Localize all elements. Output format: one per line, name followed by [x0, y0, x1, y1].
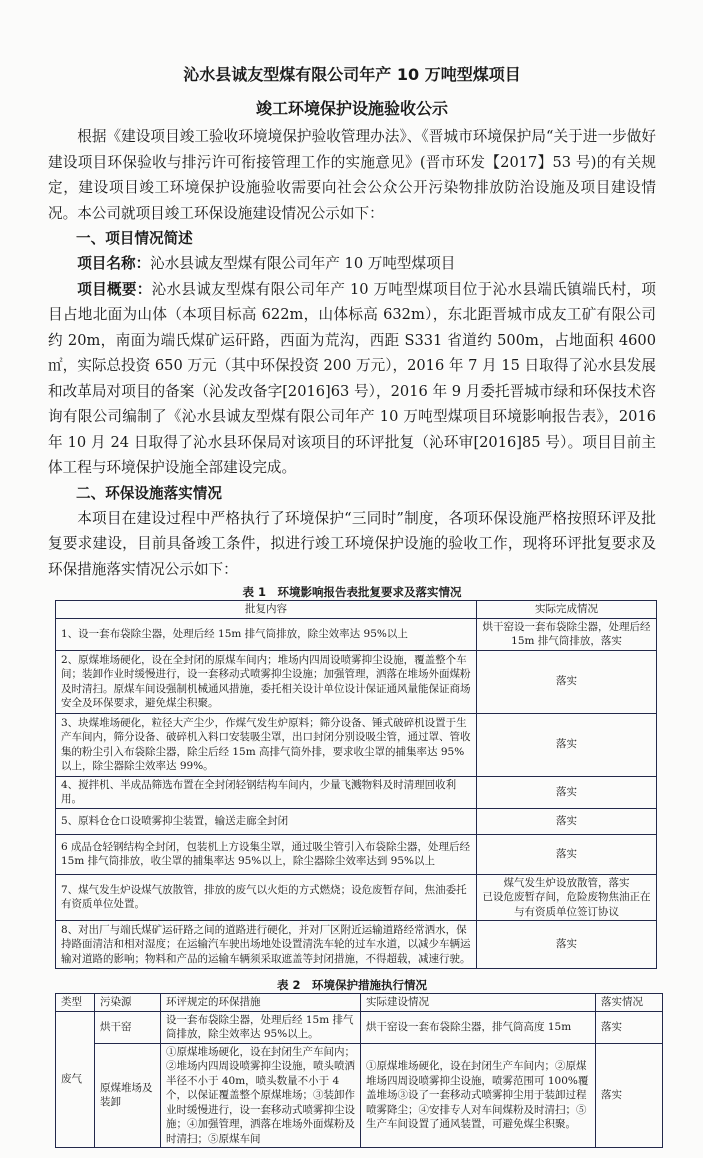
requirement-cell: 1、设一套布袋除尘器，处理后经 15m 排气筒排放，除尘效率达 95%以上 — [56, 618, 477, 650]
table1-header-row — [56, 601, 657, 619]
intro-paragraph: 根据《建设项目竣工验收环境境保护验收管理办法》、《晋城市环境保护局“关于进一步做好建设项目环保验收与排污许可衔接管理工作的实施意见》(晋市环发【2017】53 号)的有关规定，建设项目竣工环境保护设施验收需要向社会公众公开污染物排放防治设施及项目建设情况。本公司就项目竣工环保设施建设情况公示如下： — [48, 128, 656, 222]
project-name-label: 项目名称： — [77, 255, 151, 272]
source-cell: 原煤堆场及装卸 — [95, 1043, 161, 1148]
table2-header: 环评规定的环保措施 — [161, 994, 361, 1012]
status-cell: 落实 — [477, 650, 657, 713]
document-title: 沁水县诚友型煤有限公司年产 10 万吨型煤项目 — [183, 65, 521, 84]
type-cell: 废气 — [56, 1011, 95, 1148]
table2-caption: 表 2 环境保护措施执行情况 — [276, 978, 427, 992]
actual-cell: ①原煤堆场硬化，设在封闭生产车间内；②原煤堆场四周设喷雾抑尘设施，喷雾范围可 100%覆盖堆场③设了一套移动式喷雾抑尘用于装卸过程喷雾降尘；④安排专人对车间煤粉及时清扫；⑤生产车间设置了通风装置，可避免煤尘积聚。 — [361, 1043, 596, 1148]
requirement-cell: 6 成品仓轻钢结构全封闭，包装机上方设集尘罩，通过吸尘管引入布袋除尘器，处理后经 15m 排气筒排放，收尘罩的捕集率达 95%以上，除尘器除尘效率达到 95%以上 — [56, 834, 477, 874]
table2-header: 污染源 — [95, 994, 161, 1012]
status-cell: 烘干窑设一套布袋除尘器，处理后经 15m 排气筒排放，落实 — [477, 618, 657, 650]
table2-header: 实际建设情况 — [361, 994, 596, 1012]
requirement-cell: 3、块煤堆场硬化，粒径大产尘少，作煤气发生炉原料；筛分设备、锤式破碎机设置于生产车间内，筛分设备、破碎机入料口安装吸尘罩，出口封闭分别设吸尘管，通过罩、管收集的粉尘引入布袋除尘器，除尘后经 15m 高排气筒外排，要求收尘罩的捕集率达 95%以上，除尘器除尘效率达 99%。 — [56, 713, 477, 776]
project-overview — [48, 277, 656, 481]
project-overview-value: 沁水县诚友型煤有限公司年产 10 万吨型煤项目位于沁水县端氏镇端氏村，项目占地北面为山体（本项目标高 622m，山体标高 632m），东北距晋城市成友工矿有限公司约 20m，南面为端氏煤矿运矸路，西面为荒沟，西距 S331 省道约 500m，占地面积 4600㎡，实际总投资 650 万元（其中环保投资 200 万元），2016 年 7 月 15 日取得了沁水县发展和改革局对项目的备案（沁发改备字[2016]63 号），2016 年 9 月委托晋城市绿和环保技术咨询有限公司编制了《沁水县诚友型煤有限公司年产 10 万吨型煤项目环境影响报告表》，2016 年 10 月 24 日取得了沁水县环保局对该项目的环评批复（沁环审[2016]85 号）。项目目前主体工程与环境保护设施全部建设完成。 — [48, 280, 656, 476]
requirement-cell: 8、对出厂与端氏煤矿运矸路之间的道路进行硬化，并对厂区附近运输道路经常洒水，保持路面清洁和相对湿度；在运输汽车驶出场地处设置清洗车轮的过车水道，以减少车辆运输对道路的影响；物料和产品的运输车辆须采取遮盖等封闭措施，不得超载，减速行驶。 — [56, 921, 477, 969]
measure-cell: ①原煤堆场硬化，设在封闭生产车间内；②堆场内四周设喷雾抑尘设施，喷头喷洒半径不小于 40m，喷头数量不小于 4 个，以保证覆盖整个原煤堆场；③装卸作业时缓慢进行，设一套移动式喷雾抑尘设施；④加强管理，洒落在堆场外面煤粉及时清扫；⑤原煤车间 — [161, 1043, 361, 1148]
project-name-value: 沁水县诚友型煤有限公司年产 10 万吨型煤项目 — [150, 255, 456, 272]
section1-heading: 一、项目情况简述 — [76, 230, 193, 247]
table1-header: 批复内容 — [56, 601, 477, 619]
table1-caption: 表 1 环境影响报告表批复要求及落实情况 — [242, 585, 462, 599]
section2-paragraph: 本项目在建设过程中严格执行了环境保护“三同时”制度，各项环保设施严格按照环评及批复要求建设，目前具备竣工条件，拟进行竣工环境保护设施的验收工作，现将环评批复要求及环保措施落实情况公示如下： — [48, 509, 656, 578]
table2-header: 落实情况 — [596, 994, 663, 1012]
table-row — [56, 650, 657, 713]
table-row — [56, 618, 657, 650]
table-row — [56, 834, 657, 874]
table1-header: 实际完成情况 — [477, 601, 657, 619]
status-cell: 煤气发生炉设放散管，落实 已设危废暂存间，危险废物焦油正在与有资质单位签订协议 — [477, 874, 657, 921]
source-cell: 烘干窑 — [95, 1011, 161, 1043]
project-name — [48, 251, 656, 277]
measure-cell: 设一套布袋除尘器，处理后经 15m 排气筒排放，除尘效率达 95%以上。 — [161, 1011, 361, 1043]
actual-cell: 烘干窑设一套布袋除尘器，排气筒高度 15m — [361, 1011, 596, 1043]
status-cell: 落实 — [596, 1043, 663, 1148]
table-row — [56, 776, 657, 808]
status-cell: 落实 — [477, 776, 657, 808]
status-cell: 落实 — [477, 808, 657, 834]
section2-heading: 二、环保设施落实情况 — [76, 484, 222, 502]
status-cell: 落实 — [596, 1011, 663, 1043]
table2 — [55, 993, 663, 1148]
table2-header: 类型 — [56, 994, 95, 1012]
table-row — [56, 874, 657, 921]
requirement-cell: 4、搅拌机、半成品筛选布置在全封闭轻钢结构车间内，少量飞溅物料及时清理回收利用。 — [56, 776, 477, 808]
table-row — [56, 713, 657, 776]
project-overview-label: 项目概要： — [77, 280, 152, 298]
table2-header-row — [56, 994, 663, 1012]
requirement-cell: 7、煤气发生炉设煤气放散管，排放的废气以火炬的方式燃烧；设危废暂存间，焦油委托有资质单位处置。 — [56, 874, 477, 921]
table-row — [56, 921, 657, 969]
table-row — [56, 1043, 663, 1148]
requirement-cell: 5、原料仓仓口设喷雾抑尘装置，输送走廊全封闭 — [56, 808, 477, 834]
table-row — [56, 808, 657, 834]
status-cell: 落实 — [477, 713, 657, 776]
table-row — [56, 1011, 663, 1043]
status-cell: 落实 — [477, 834, 657, 874]
status-cell: 落实 — [477, 921, 657, 969]
document-subtitle: 竣工环境保护设施验收公示 — [255, 99, 448, 118]
requirement-cell: 2、原煤堆场硬化，设在全封闭的原煤车间内；堆场内四周设喷雾抑尘设施，覆盖整个车间；装卸作业时缓慢进行，设一套移动式喷雾抑尘设施；加强管理，洒落在堆场外面煤粉及时清扫。原煤车间设强制机械通风措施，委托相关设计单位设计保证通风量能保证商场安全及环保要求，避免煤尘积聚。 — [56, 650, 477, 713]
table1 — [55, 600, 657, 969]
